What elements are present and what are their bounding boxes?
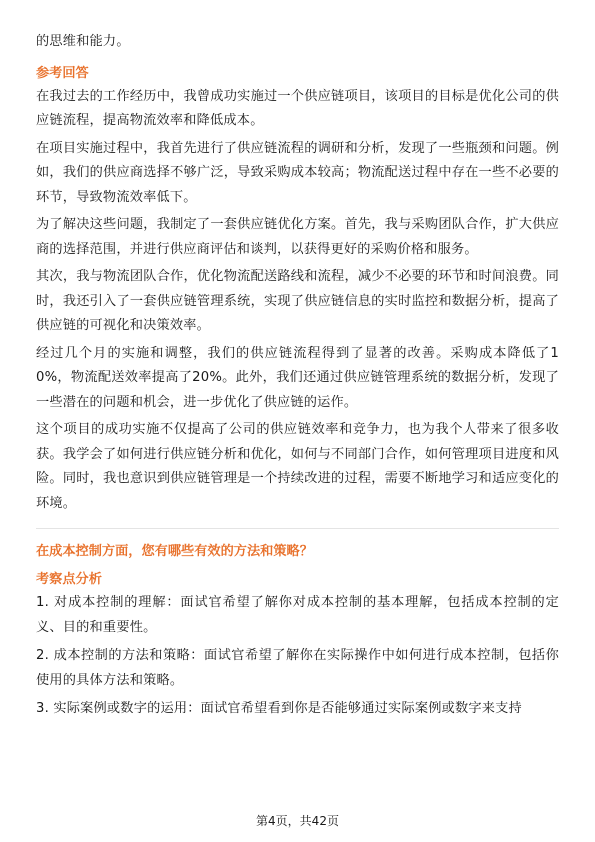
analysis-item: 2. 成本控制的方法和策略：面试官希望了解你在实际操作中如何进行成本控制，包括你使用的具体方法和策略。 [36, 648, 559, 688]
page-content [36, 30, 559, 726]
section-divider [36, 528, 559, 529]
question-heading: 在成本控制方面，您有哪些有效的方法和策略？ [36, 544, 313, 559]
analysis-heading: 考察点分析 [36, 572, 102, 587]
page-footer: 第4页，共42页 [256, 814, 339, 828]
analysis-list [36, 591, 559, 722]
answer-paragraph: 这个项目的成功实施不仅提高了公司的供应链效率和竞争力，也为我个人带来了很多收获。我学会了如何进行供应链分析和优化，如何与不同部门合作，如何管理项目进度和风险。同时，我也意识到供应链管理是一个持续改进的过程，需要不断地学习和适应变化的环境。 [36, 422, 559, 511]
analysis-item: 1. 对成本控制的理解：面试官希望了解你对成本控制的基本理解，包括成本控制的定义、目的和重要性。 [36, 595, 559, 635]
intro-tail-text: 的思维和能力。 [36, 34, 130, 49]
analysis-item: 3. 实际案例或数字的运用：面试官希望看到你是否能够通过实际案例或数字来支持 [36, 701, 522, 716]
answer-heading: 参考回答 [36, 65, 89, 81]
answer-body [36, 85, 559, 517]
answer-paragraph: 在项目实施过程中，我首先进行了供应链流程的调研和分析，发现了一些瓶颈和问题。例如，我们的供应商选择不够广泛，导致采购成本较高；物流配送过程中存在一些不必要的环节，导致物流效率低下。 [36, 140, 559, 205]
answer-paragraph: 经过几个月的实施和调整，我们的供应链流程得到了显著的改善。采购成本降低了10%，物流配送效率提高了20%。此外，我们还通过供应链管理系统的数据分析，发现了一些潜在的问题和机会，进一步优化了供应链的运作。 [36, 345, 559, 410]
answer-paragraph: 其次，我与物流团队合作，优化物流配送路线和流程，减少不必要的环节和时间浪费。同时，我还引入了一套供应链管理系统，实现了供应链信息的实时监控和数据分析，提高了供应链的可视化和决策效率。 [36, 269, 559, 333]
answer-paragraph: 为了解决这些问题，我制定了一套供应链优化方案。首先，我与采购团队合作，扩大供应商的选择范围，并进行供应商评估和谈判，以获得更好的采购价格和服务。 [36, 217, 559, 257]
answer-paragraph: 在我过去的工作经历中，我曾成功实施过一个供应链项目，该项目的目标是优化公司的供应链流程，提高物流效率和降低成本。 [36, 88, 559, 128]
